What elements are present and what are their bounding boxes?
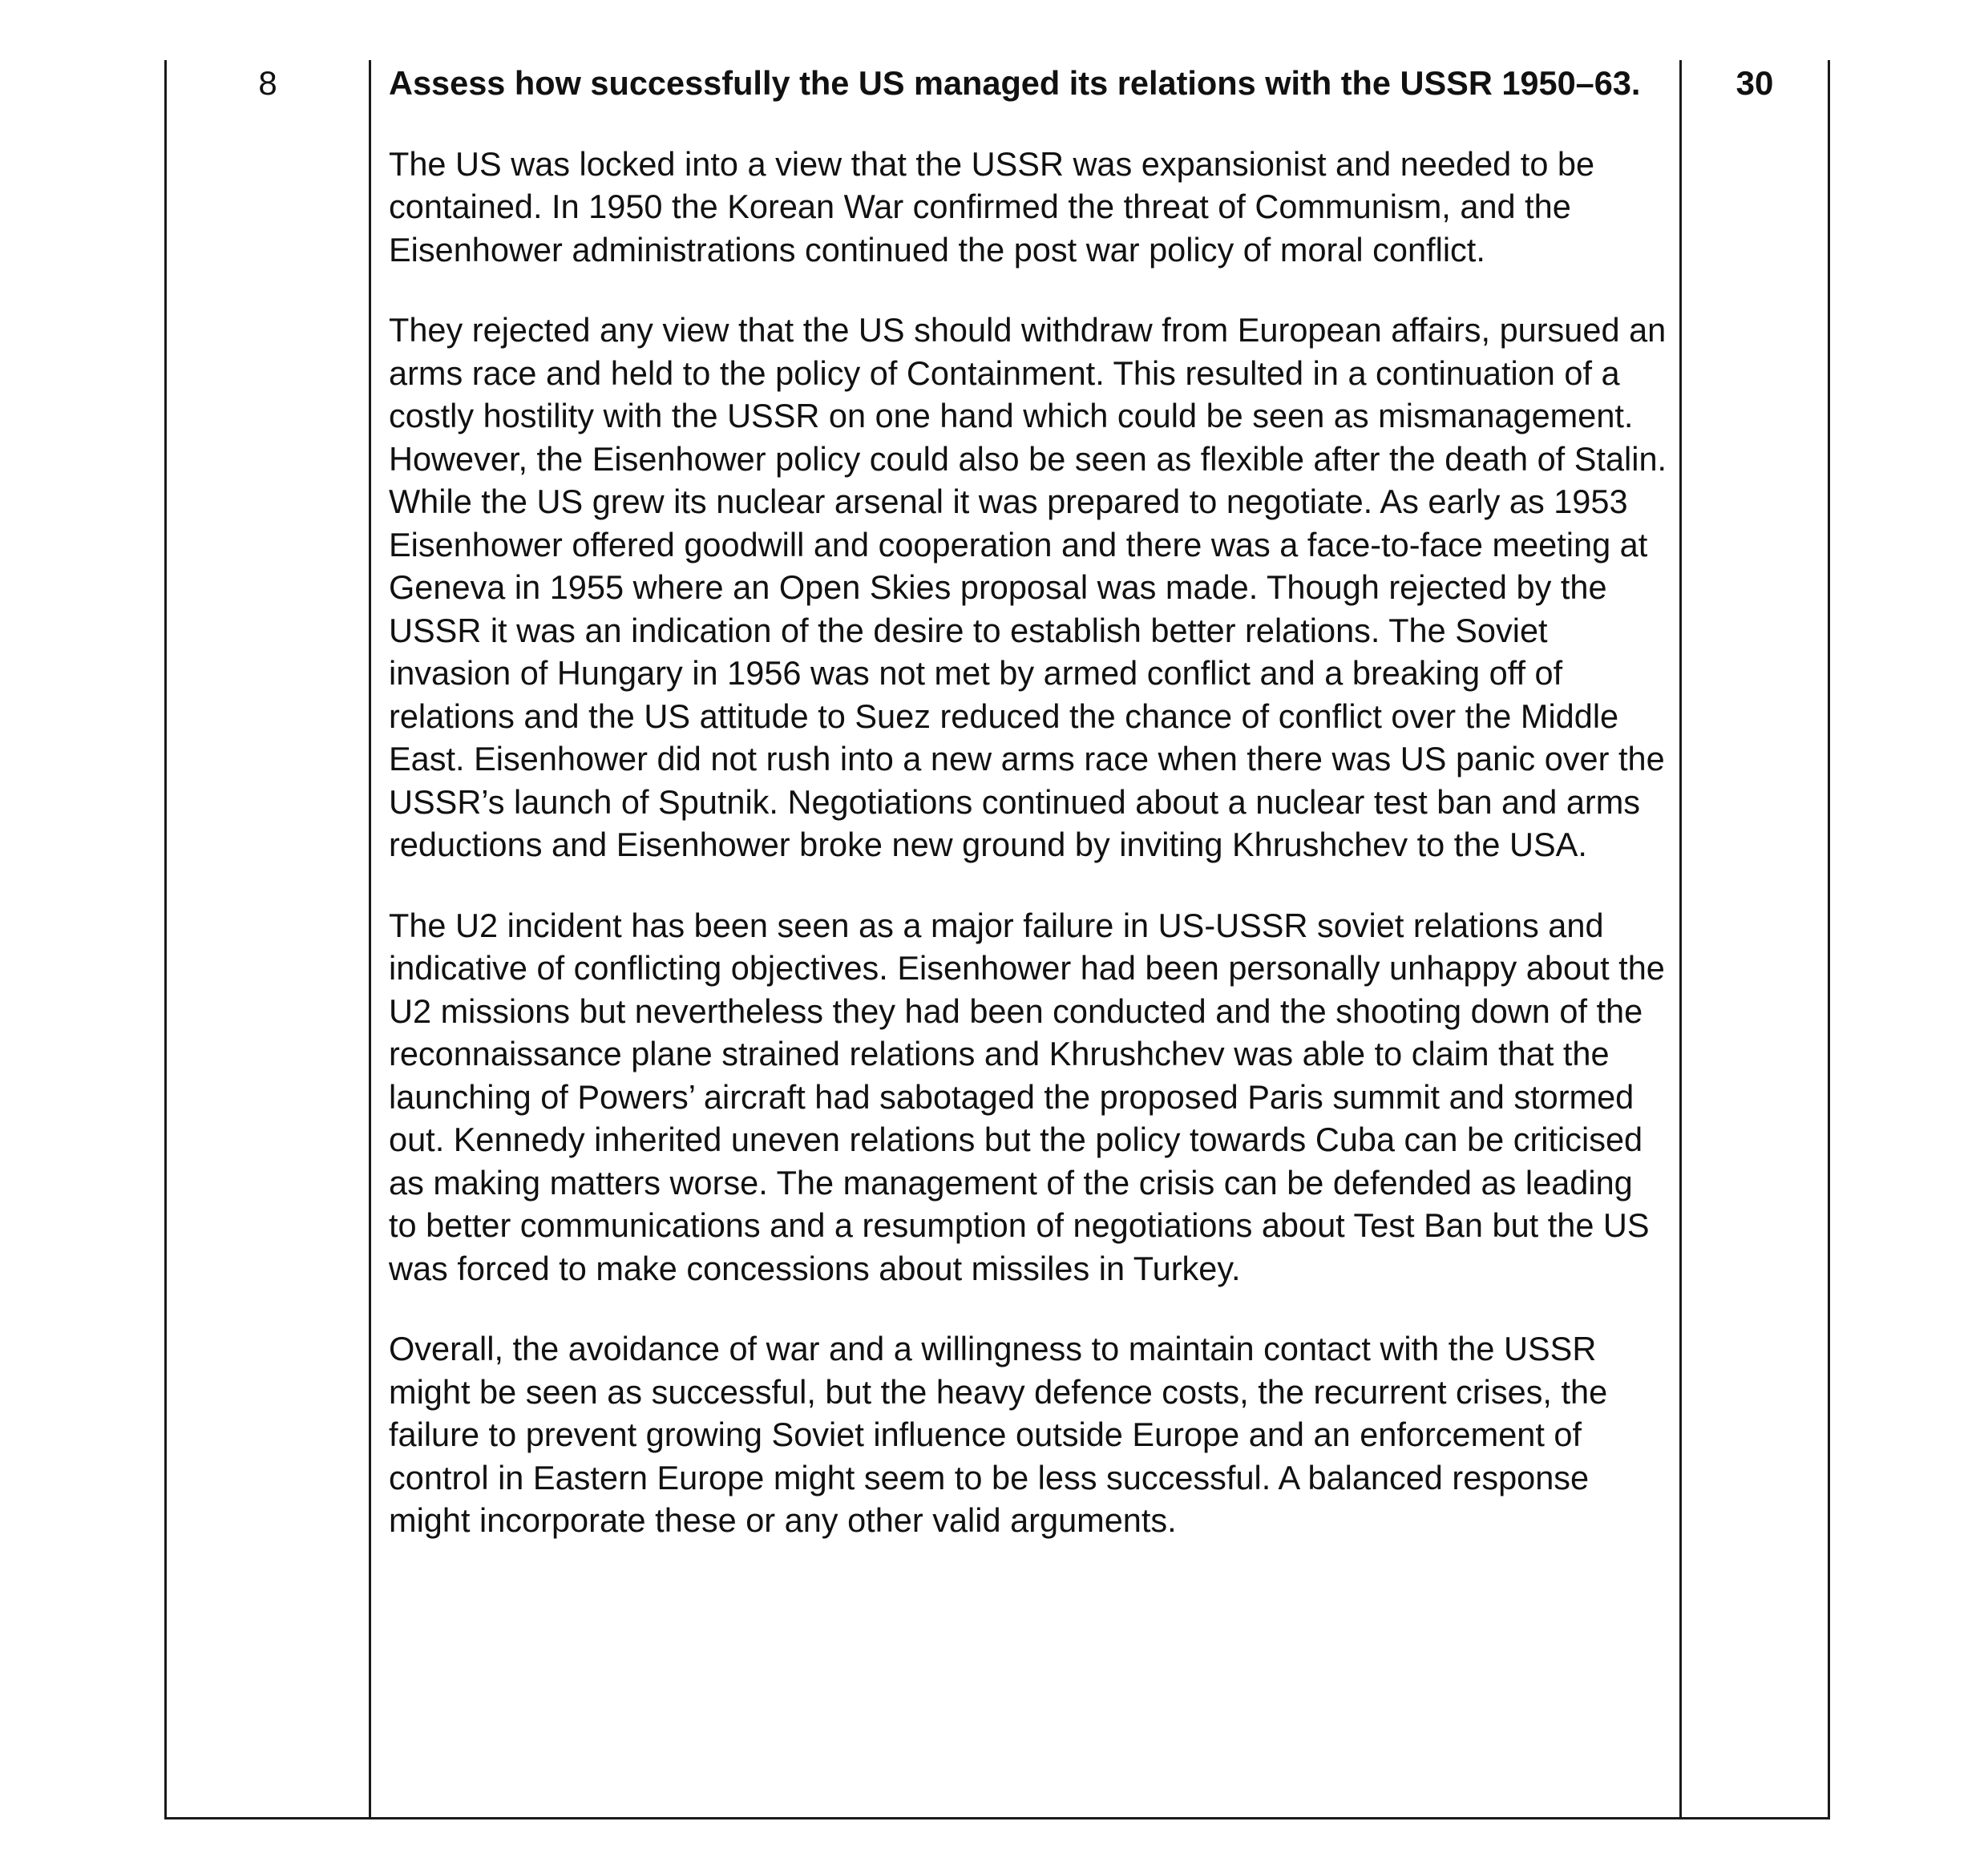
answer-paragraph-4: Overall, the avoidance of war and a willingness to maintain contact with the USSR might be seen as successful, but the heavy defence costs, the recurrent crises, the failure to prevent growing Soviet influence outside Europe and an enforcement of control in Eastern Europe might seem to be less successful. A balanced response might incorporate these or any other valid arguments. (389, 1330, 1608, 1539)
mark-scheme-table (164, 60, 1830, 1819)
answer-paragraph-3: The U2 incident has been seen as a major failure in US-USSR soviet relations and indicative of conflicting objectives. Eisenhower had been personally unhappy about the U2 missions but nevertheless they had been conducted and the shooting down of the reconnaissance plane strained relations and Khrushchev was able to claim that the launching of Powers’ aircraft had sabotaged the proposed Paris summit and stormed out. Kennedy inherited uneven relations but the policy towards Cuba can be criticised as making matters worse. The management of the crisis can be defended as leading to better communications and a resumption of negotiations about Test Ban but the US was forced to make concessions about missiles in Turkey. (389, 906, 1665, 1287)
column-divider-right (1679, 60, 1682, 1817)
answer-paragraph-1: The US was locked into a view that the USSR was expansionist and needed to be contained. In 1950 the Korean War confirmed the threat of Communism, and the Eisenhower administrations continued the post war policy of moral conflict. (389, 144, 1595, 269)
column-divider-left (369, 60, 371, 1817)
question-marks: 30 (1735, 64, 1774, 102)
answer-cell (389, 62, 1667, 1542)
question-title: Assess how successfully the US managed its relations with the USSR 1950–63. (389, 64, 1641, 102)
answer-paragraph-2: They rejected any view that the US should withdraw from European affairs, pursued an arms race and held to the policy of Containment. This resulted in a continuation of a costly hostility with the USSR on one hand which could be seen as mismanagement. However, the Eisenhower policy could also be seen as flexible after the death of Stalin. While the US grew its nuclear arsenal it was prepared to negotiate. As early as 1953 Eisenhower offered goodwill and cooperation and there was a face-to-face meeting at Geneva in 1955 where an Open Skies proposal was made. Though rejected by the USSR it was an indication of the desire to establish better relations. The Soviet invasion of Hungary in 1956 was not met by armed conflict and a breaking off of relations and the US attitude to Suez reduced the chance of conflict over the Middle East. Eisenhower did not rush into a new arms race when there was US panic over the USSR’s launch of Sputnik. Negotiations continued about a nuclear test ban and arms reductions and Eisenhower broke new ground by inviting Khrushchev to the USA. (389, 311, 1667, 863)
question-number: 8 (258, 64, 277, 102)
